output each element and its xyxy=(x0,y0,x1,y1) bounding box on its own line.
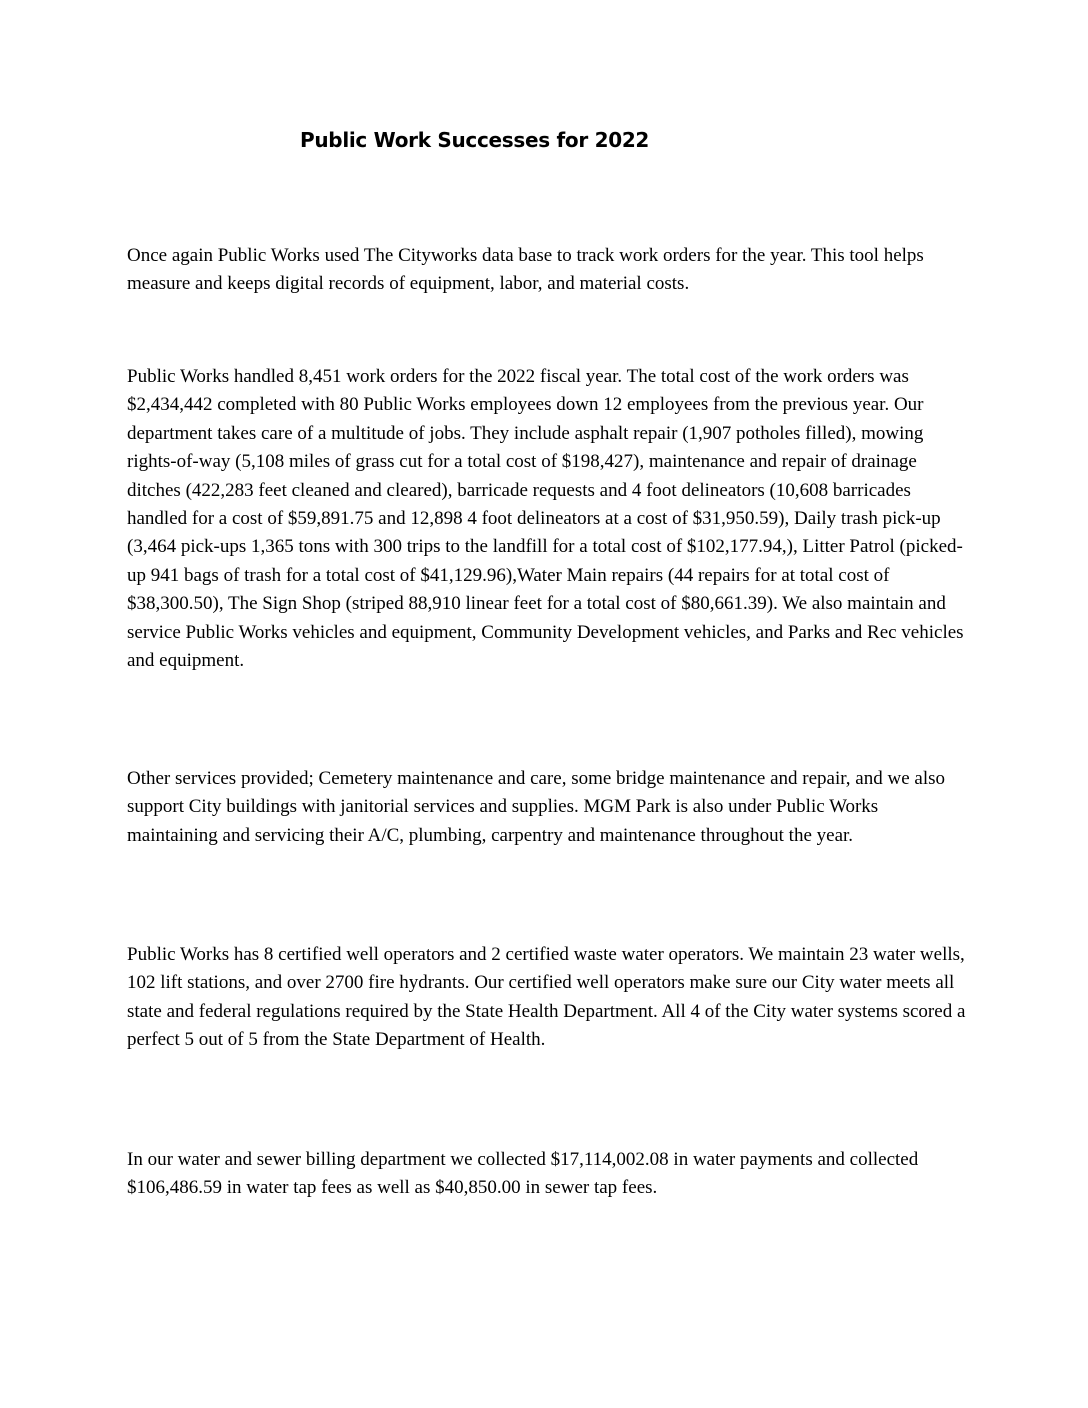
page-title: Public Work Successes for 2022 xyxy=(300,128,650,152)
paragraph-billing: In our water and sewer billing department we collected $17,114,002.08 in water payments and collected $106,486.59 in water tap fees as well as $40,850.00 in sewer tap fees. xyxy=(127,1149,919,1199)
paragraph-other-services: Other services provided; Cemetery maintenance and care, some bridge maintenance and repair, and we also support City buildings with janitorial services and supplies. MGM Park is also under Public Works maintaining and servicing their A/C, plumbing, carpentry and maintenance throughout the year. xyxy=(127,768,946,846)
paragraph-water-operators: Public Works has 8 certified well operators and 2 certified waste water operators. We maintain 23 water wells, 102 lift stations, and over 2700 fire hydrants. Our certified well operators make sure our City water meets all state and federal regulations required by the State Health Department. All 4 of the City water systems scored a perfect 5 out of 5 from the State Department of Health. xyxy=(127,944,966,1051)
paragraph-cityworks: Once again Public Works used The Cityworks data base to track work orders for the year. This tool helps measure and keeps digital records of equipment, labor, and material costs. xyxy=(127,245,924,295)
paragraph-work-orders: Public Works handled 8,451 work orders for the 2022 fiscal year. The total cost of the work orders was $2,434,442 completed with 80 Public Works employees down 12 employees from the previous year. Our department takes care of a multitude of jobs. They include asphalt repair (1,907 potholes filled), mowing rights-of-way (5,108 miles of grass cut for a total cost of $198,427), maintenance and repair of drainage ditches (422,283 feet cleaned and cleared), barricade requests and 4 foot delineators (10,608 barricades handled for a cost of $59,891.75 and 12,898 4 foot delineators at a cost of $31,950.59), Daily trash pick-up (3,464 pick-ups 1,365 tons with 300 trips to the landfill for a total cost of $102,177.94,), Litter Patrol (picked-up 941 bags of trash for a total cost of $41,129.96),Water Main repairs (44 repairs for at total cost of $38,300.50), The Sign Shop (striped 88,910 linear feet for a total cost of $80,661.39). We also maintain and service Public Works vehicles and equipment, Community Development vehicles, and Parks and Rec vehicles and equipment. xyxy=(127,366,964,672)
